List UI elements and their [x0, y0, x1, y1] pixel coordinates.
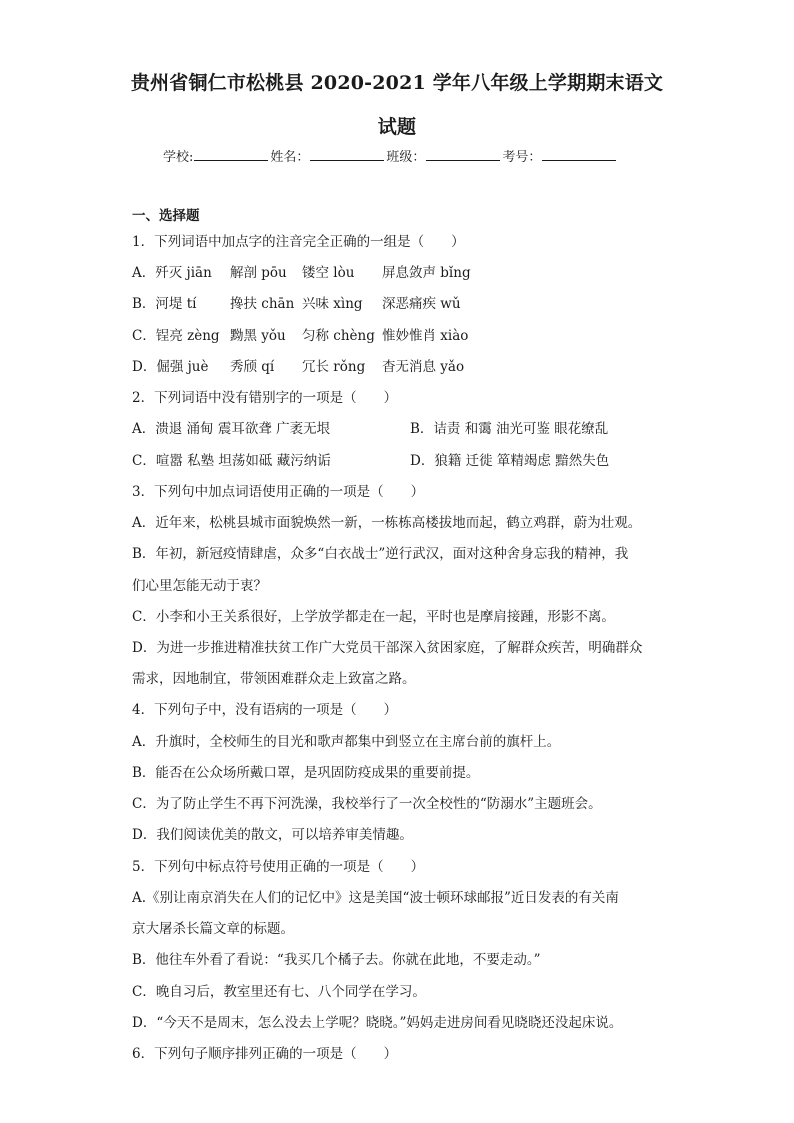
question-stem: 1．下列词语中加点字的注音完全正确的一组是（ ）	[132, 234, 465, 250]
school-label: 学校:	[163, 150, 194, 165]
question-stem: 6．下列句子顺序排列正确的一项是（ ）	[132, 1046, 398, 1062]
option-text: 镂空 lòu	[302, 265, 355, 281]
option-text: B．河堤 tí	[132, 296, 197, 312]
option-text: D．“今天不是周末，怎么没去上学呢？晓晓。”妈妈走进房间看见晓晓还没起床说。	[132, 1015, 623, 1031]
question-stem: 5．下列句中标点符号使用正确的一项是（ ）	[132, 859, 425, 875]
exam-number-label: 考号：	[502, 150, 542, 165]
option-text: 搀扶 chān	[230, 296, 295, 312]
question-stem: 4．下列句子中，没有语病的一项是（ ）	[132, 702, 398, 718]
option-text: D．为进一步推进精准扶贫工作广大党员干部深入贫困家庭，了解群众疾苦，明确群众	[132, 640, 643, 656]
option-row	[132, 358, 464, 376]
option-text: D．我们阅读优美的散文，可以培养审美情趣。	[132, 827, 413, 843]
option-row	[132, 452, 609, 470]
name-label: 姓名：	[270, 150, 310, 165]
option-text: A．歼灭 jiān	[132, 265, 212, 281]
option-row	[132, 264, 471, 282]
option-text: B．诘责 和霭 油光可鉴 眼花缭乱	[410, 421, 609, 437]
option-text: 们心里怎能无动于衷？	[132, 578, 267, 594]
option-row	[132, 327, 468, 345]
option-text: B．年初，新冠疫情肆虐，众多“白衣战士”逆行武汉，面对这种舍身忘我的精神，我	[132, 546, 629, 562]
option-text: 秀颀 qí	[230, 359, 275, 375]
page-title: 贵州省铜仁市松桃县 2020-2021 学年八年级上学期期末语文	[130, 72, 664, 94]
option-text: C．晚自习后，教室里还有七、八个同学在学习。	[132, 984, 426, 1000]
option-text: A．升旗时，全校师生的目光和歌声都集中到竖立在主席台前的旗杆上。	[132, 734, 561, 750]
option-text: 冗长 rǒng	[302, 359, 366, 375]
class-field[interactable]	[426, 147, 500, 161]
option-text: 惟妙惟肖 xiào	[382, 328, 469, 344]
option-row	[132, 420, 608, 438]
option-text: 匀称 chèng	[302, 328, 375, 344]
option-text: 黝黑 yǒu	[230, 328, 286, 344]
name-field[interactable]	[310, 147, 384, 161]
option-text: 杳无消息 yǎo	[382, 359, 465, 375]
class-label: 班级：	[386, 150, 426, 165]
option-row	[132, 295, 461, 313]
option-text: 解剖 pōu	[230, 265, 287, 281]
option-text: 需求，因地制宜，带领困难群众走上致富之路。	[132, 671, 416, 687]
student-info-line	[163, 146, 618, 165]
option-text: 深恶痛疾 wǔ	[382, 296, 461, 312]
option-text: 屏息敛声 bǐng	[382, 265, 471, 281]
option-text: D．狼籍 迁徙 箪精竭虑 黯然失色	[410, 453, 610, 469]
option-text: B．能否在公众场所戴口罩，是巩固防疫成果的重要前提。	[132, 765, 480, 781]
option-text: A．近年来，松桃县城市面貌焕然一新，一栋栋高楼拔地而起，鹤立鸡群，蔚为壮观。	[132, 515, 642, 531]
option-text: C．小李和小王关系很好，上学放学都走在一起，平时也是摩肩接踵，形影不离。	[132, 609, 615, 625]
option-text: A.《别让南京消失在人们的记忆中》这是美国“波士顿环球邮报”近日发表的有关南	[132, 890, 619, 906]
school-field[interactable]	[194, 147, 268, 161]
option-text: C．锃亮 zèng	[132, 328, 220, 344]
option-text: 京大屠杀长篇文章的标题。	[132, 921, 294, 937]
option-text: 兴味 xìng	[302, 296, 363, 312]
page-title-continued: 试题	[377, 116, 417, 138]
section-heading: 一、选择题	[132, 208, 200, 224]
option-text: D．倔强 juè	[132, 359, 209, 375]
option-text: B．他往车外看了看说：“我买几个橘子去。你就在此地，不要走动。”	[132, 952, 541, 968]
option-text: C．为了防止学生不再下河洗澡，我校举行了一次全校性的“防溺水”主题班会。	[132, 796, 602, 812]
option-text: C．喧嚣 私塾 坦荡如砥 藏污纳诟	[132, 453, 331, 469]
option-text: A．溃退 涌甸 震耳欲聋 广袤无垠	[132, 421, 331, 437]
question-stem: 2．下列词语中没有错别字的一项是（ ）	[132, 390, 398, 406]
question-stem: 3．下列句中加点词语使用正确的一项是（ ）	[132, 484, 425, 500]
exam-number-field[interactable]	[542, 147, 616, 161]
